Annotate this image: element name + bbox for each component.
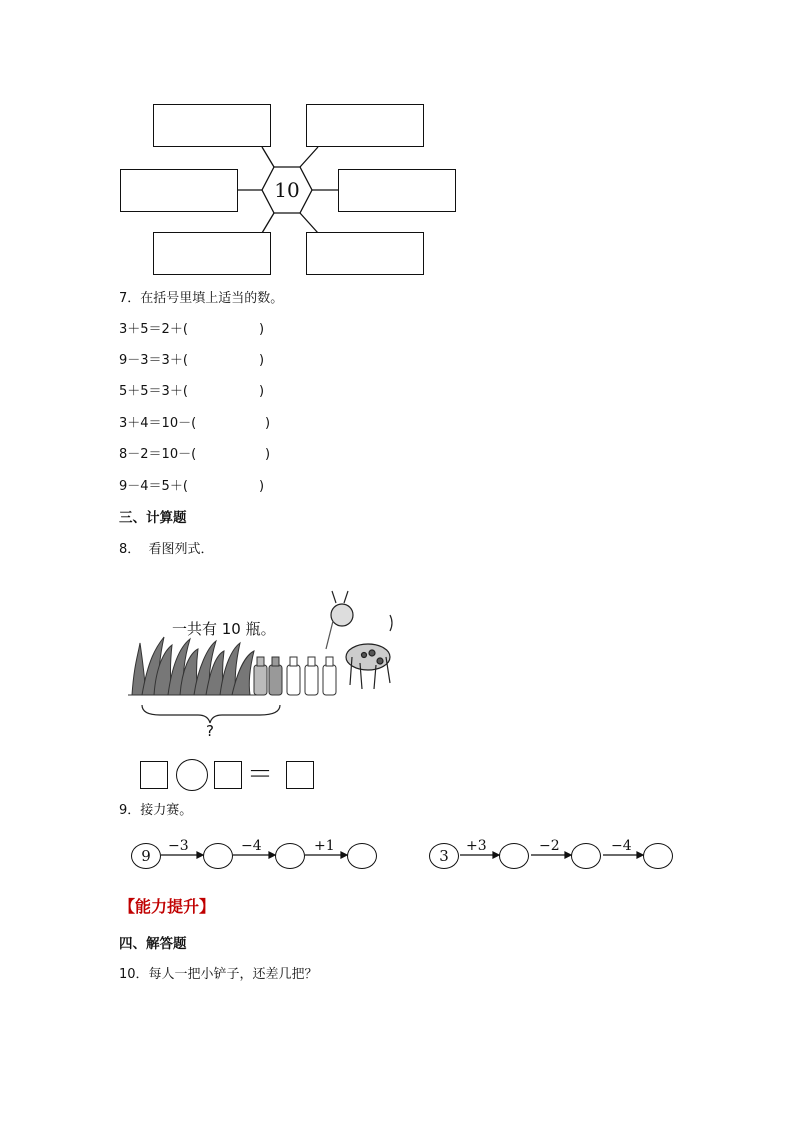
answer-circle[interactable] (571, 843, 601, 869)
q8-picture (120, 585, 410, 745)
operation-label: −2 (539, 838, 560, 854)
answer-square[interactable] (140, 761, 168, 789)
equation-right: ) (259, 353, 265, 368)
ability-heading: 【能力提升】 (119, 897, 216, 916)
equation-right: ) (259, 322, 265, 337)
start-number-circle: 3 (429, 843, 459, 869)
q7-equation-list (119, 322, 419, 502)
question-mark: ? (206, 722, 214, 740)
answer-box-bottom-right[interactable] (306, 232, 424, 275)
relay-chain-2 (425, 836, 685, 876)
equation-left: 8－2＝10－( (119, 447, 197, 462)
answer-box-middle-right[interactable] (338, 169, 456, 212)
equation-left: 3＋4＝10－( (119, 416, 197, 431)
answer-box-bottom-left[interactable] (153, 232, 271, 275)
equation-left: 3＋5＝2＋( (119, 322, 188, 337)
equation-left: 5＋5＝3＋( (119, 384, 188, 399)
q9-title: 9．接力赛。 (119, 803, 193, 818)
operation-label: +1 (314, 838, 335, 854)
q10-title: 10．每人一把小铲子，还差几把？ (119, 967, 318, 982)
section-3-heading: 三、计算题 (119, 510, 187, 526)
equal-sign: ＝ (247, 760, 274, 790)
operation-label: −4 (241, 838, 262, 854)
result-square[interactable] (286, 761, 314, 789)
equation-right: ) (265, 447, 271, 462)
q7-title: 7．在括号里填上适当的数。 (119, 291, 284, 306)
equation-right: ) (265, 416, 271, 431)
equation-left: 9－4＝5＋( (119, 479, 188, 494)
answer-box-top-left[interactable] (153, 104, 271, 147)
operation-label: −3 (168, 838, 189, 854)
equation-right: ) (259, 479, 265, 494)
equation-left: 9－3＝3＋( (119, 353, 188, 368)
equation-right: ) (259, 384, 265, 399)
answer-circle[interactable] (643, 843, 673, 869)
answer-box-middle-left[interactable] (120, 169, 238, 212)
answer-circle[interactable] (203, 843, 233, 869)
answer-circle[interactable] (347, 843, 377, 869)
number-decomposition-diagram (0, 0, 794, 290)
operator-circle[interactable] (176, 759, 208, 791)
operation-label: −4 (611, 838, 632, 854)
q8-equation-template (140, 758, 330, 792)
center-number: 10 (274, 178, 300, 202)
grass-bottles-deer-illustration (120, 585, 410, 745)
answer-square[interactable] (214, 761, 242, 789)
operation-label: +3 (466, 838, 487, 854)
answer-circle[interactable] (499, 843, 529, 869)
answer-circle[interactable] (275, 843, 305, 869)
relay-chain-1 (128, 836, 388, 876)
answer-box-top-right[interactable] (306, 104, 424, 147)
grouping-brace (142, 705, 280, 723)
start-number-circle: 9 (131, 843, 161, 869)
speech-bubble-text: 一共有 10 瓶。 (172, 620, 276, 638)
section-4-heading: 四、解答题 (119, 936, 187, 952)
q8-title: 8． 看图列式． (119, 542, 214, 557)
